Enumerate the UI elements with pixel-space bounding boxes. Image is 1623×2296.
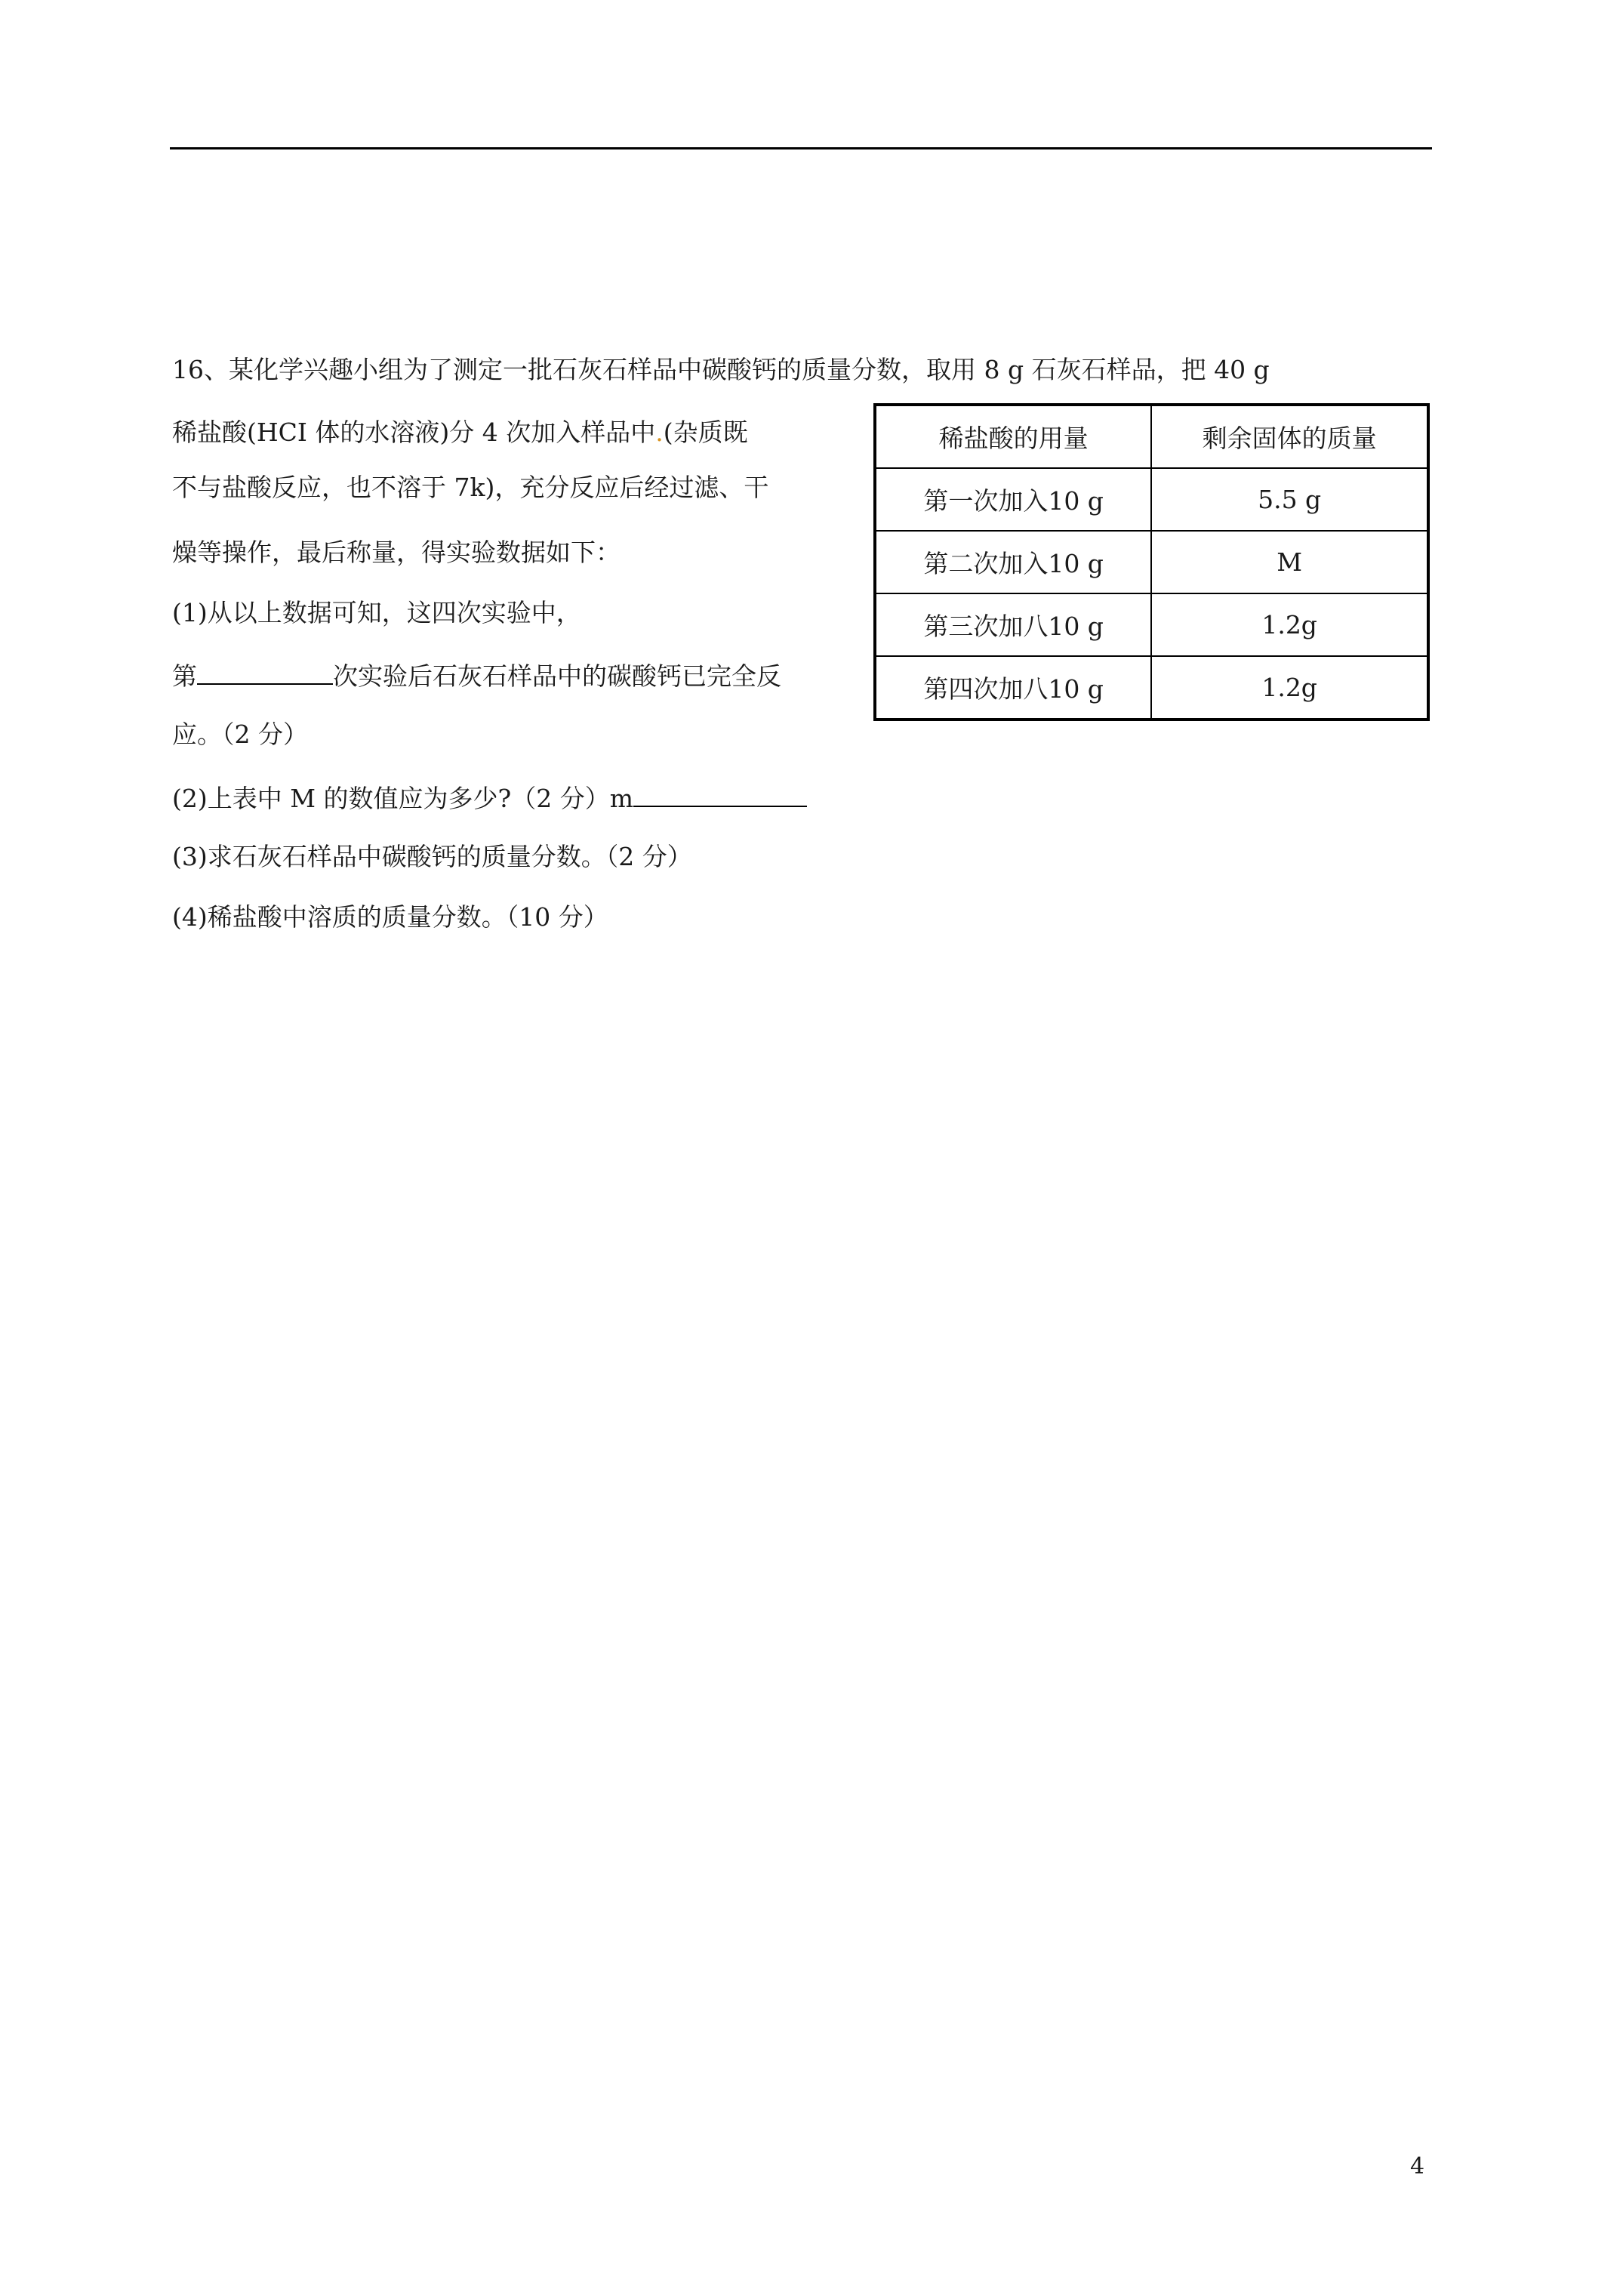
table-row bbox=[875, 656, 1428, 720]
subquestion-4: (4)稀盐酸中溶质的质量分数。（10 分） bbox=[172, 902, 608, 932]
question-text: (杂质既 bbox=[663, 418, 748, 447]
table-cell: 第一次加入10 g bbox=[875, 468, 1151, 531]
table-cell: 第四次加八10 g bbox=[875, 656, 1151, 720]
table-cell: 第三次加八10 g bbox=[875, 593, 1151, 656]
table-header-cell: 剩余固体的质量 bbox=[1151, 405, 1428, 468]
table-cell: M bbox=[1151, 531, 1428, 593]
table-row bbox=[875, 531, 1428, 593]
table-row bbox=[875, 593, 1428, 656]
subquestion-1-line-3: 应。（2 分） bbox=[172, 720, 308, 749]
header-rule bbox=[170, 147, 1432, 149]
answer-blank-2[interactable] bbox=[633, 781, 807, 807]
question-intro-line-2 bbox=[172, 418, 748, 448]
table-header-row bbox=[875, 405, 1428, 468]
subquestion-3: (3)求石灰石样品中碳酸钙的质量分数。（2 分） bbox=[172, 842, 692, 871]
table-cell: 5.5 g bbox=[1151, 468, 1428, 531]
subquestion-1-line-2 bbox=[172, 659, 781, 692]
question-text: 次实验后石灰石样品中的碳酸钙已完全反 bbox=[333, 661, 781, 691]
answer-blank-1[interactable] bbox=[197, 659, 333, 685]
table-cell: 第二次加入10 g bbox=[875, 531, 1151, 593]
table-row bbox=[875, 468, 1428, 531]
experiment-data-table bbox=[873, 403, 1430, 721]
question-intro-line-1: 16、某化学兴趣小组为了测定一批石灰石样品中碳酸钙的质量分数，取用 8 g 石灰石样品，把 40 g bbox=[172, 355, 1270, 384]
table-cell: 1.2g bbox=[1151, 656, 1428, 720]
subquestion-2 bbox=[172, 781, 807, 814]
question-text: 第 bbox=[172, 661, 197, 691]
table-cell: 1.2g bbox=[1151, 593, 1428, 656]
question-intro-line-4: 燥等操作，最后称量，得实验数据如下： bbox=[172, 538, 621, 567]
question-text: 稀盐酸(HCI 体的水溶液)分 4 次加入样品中 bbox=[172, 418, 656, 447]
question-intro-line-3: 不与盐酸反应，也不溶于 7k)，充分反应后经过滤、干 bbox=[172, 473, 769, 502]
table-header-cell: 稀盐酸的用量 bbox=[875, 405, 1151, 468]
highlight-dot: . bbox=[655, 418, 664, 447]
question-text: (2)上表中 M 的数值应为多少?（2 分）m bbox=[172, 784, 633, 813]
subquestion-1-line-1: (1)从以上数据可知，这四次实验中， bbox=[172, 598, 581, 627]
page-number: 4 bbox=[1410, 2153, 1425, 2180]
